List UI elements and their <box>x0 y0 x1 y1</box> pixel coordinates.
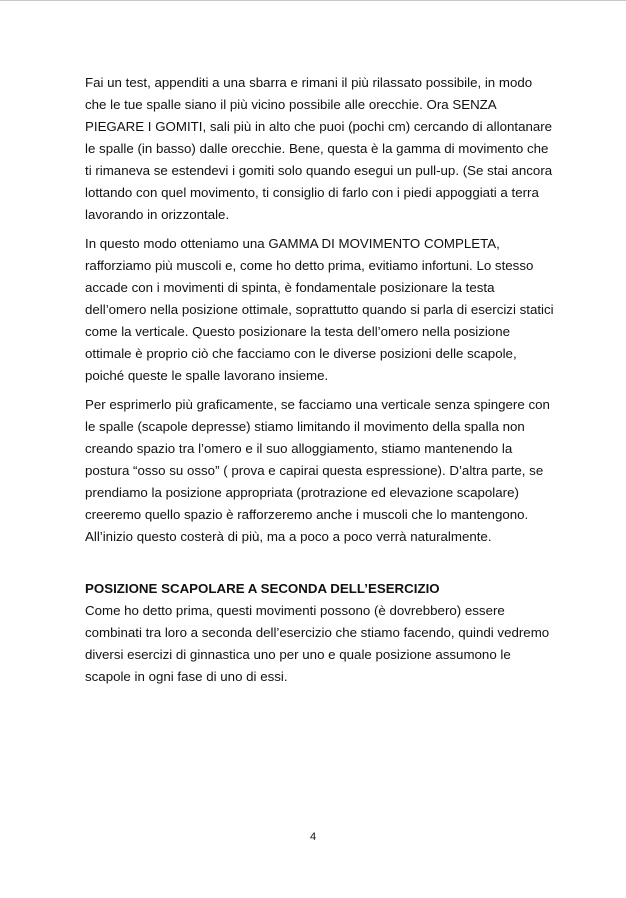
text-line: poiché queste le spalle lavorano insieme. <box>85 368 329 383</box>
text-line: Per esprimerlo più graficamente, se facciamo una verticale senza spingere con <box>85 397 550 412</box>
document-page <box>85 72 554 695</box>
text-line: le spalle (scapole depresse) stiamo limitando il movimento della spalla non <box>85 419 525 434</box>
text-line: le spalle (in basso) dalle orecchie. Bene, questa è la gamma di movimento che <box>85 141 549 156</box>
text-line: diversi esercizi di ginnastica uno per uno e quale posizione assumono le <box>85 647 511 662</box>
text-line: All’inizio questo costerà di più, ma a poco a poco verrà naturalmente. <box>85 529 492 544</box>
text-line: Fai un test, appenditi a una sbarra e rimani il più rilassato possibile, in modo <box>85 75 533 90</box>
text-line: PIEGARE I GOMITI, sali più in alto che puoi (pochi cm) cercando di allontanare <box>85 119 553 134</box>
page-number: 4 <box>309 831 317 843</box>
text-line: prendiamo la posizione appropriata (protrazione ed elevazione scapolare) <box>85 485 519 500</box>
text-line: creando spazio tra l’omero e il suo alloggiamento, stiamo mantenendo la <box>85 441 513 456</box>
body-text <box>85 72 554 548</box>
text-line: ottimale è proprio ciò che facciamo con le diverse posizioni delle scapole, <box>85 346 517 361</box>
text-line: dell’omero nella posizione ottimale, soprattutto quando si parla di esercizi statici <box>85 302 554 317</box>
page-top-border <box>0 0 626 1</box>
paragraph <box>85 72 553 226</box>
paragraph <box>85 394 550 548</box>
text-line: In questo modo otteniamo una GAMMA DI MOVIMENTO COMPLETA, <box>85 236 500 251</box>
text-line: combinati tra loro a seconda dell’esercizio che stiamo facendo, quindi vedremo <box>85 625 550 640</box>
text-line: Come ho detto prima, questi movimenti possono (è dovrebbero) essere <box>85 603 505 618</box>
text-line: postura “osso su osso” ( prova e capirai questa espressione). D’altra parte, se <box>85 463 544 478</box>
text-line: ti rimaneva se estendevi i gomiti solo quando esegui un pull-up. (Se stai ancora <box>85 163 553 178</box>
text-line: lottando con quel movimento, ti consiglio di farlo con i piedi appoggiati a terra <box>85 185 539 200</box>
section-heading: POSIZIONE SCAPOLARE A SECONDA DELL’ESERCIZIO <box>85 581 440 596</box>
text-line: scapole in ogni fase di uno di essi. <box>85 669 288 684</box>
text-line: lavorando in orizzontale. <box>85 207 230 222</box>
text-line: che le tue spalle siano il più vicino possibile alle orecchie. Ora SENZA <box>85 97 497 112</box>
text-line: accade con i movimenti di spinta, è fondamentale posizionare la testa <box>85 280 495 295</box>
paragraph <box>85 233 554 387</box>
paragraph <box>85 600 550 688</box>
text-line: creeremo quello spazio è rafforzeremo anche i muscoli che lo mantengono. <box>85 507 529 522</box>
text-line: come la verticale. Questo posizionare la testa dell’omero nella posizione <box>85 324 510 339</box>
text-line: rafforziamo più muscoli e, come ho detto prima, evitiamo infortuni. Lo stesso <box>85 258 534 273</box>
